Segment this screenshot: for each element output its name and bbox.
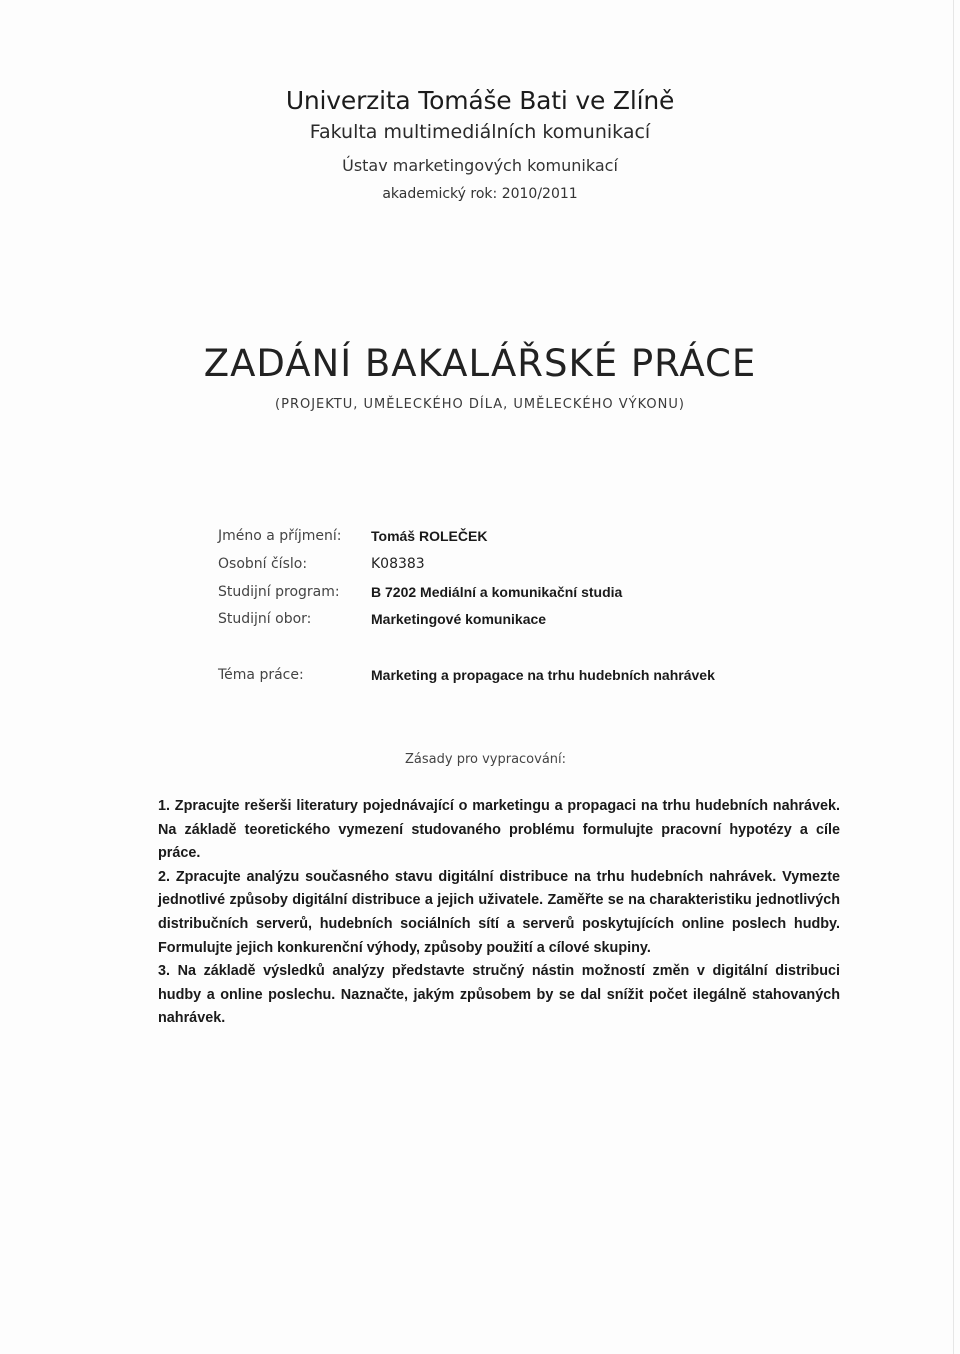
guidelines-list [158, 795, 840, 1031]
info-row-name [0, 528, 960, 550]
topic-value: Marketing a propagace na trhu hudebních nahrávek [371, 667, 715, 683]
info-row-program [0, 584, 960, 606]
program-value: B 7202 Mediální a komunikační studia [371, 584, 623, 600]
institute-name: Ústav marketingových komunikací [342, 156, 618, 175]
field-value: Marketingové komunikace [371, 611, 547, 627]
program-label: Studijní program: [218, 584, 340, 600]
id-value: K08383 [371, 556, 425, 572]
document-title: ZADÁNÍ BAKALÁŘSKÉ PRÁCE [203, 342, 757, 385]
academic-year: akademický rok: 2010/2011 [382, 186, 578, 202]
info-row-topic [0, 667, 960, 689]
id-label: Osobní číslo: [218, 556, 308, 572]
guideline-item-2: 2. Zpracujte analýzu současného stavu digitální distribuce na trhu hudebních nahrávek. Vymezte jednotlivé způsoby digitální distribuce a jejich uživatele. Zaměřte se na charakteristiku jednotlivých distribučních serverů, hudebních sociálních sítí a serverů poskytujících online poslech hudby. Formulujte jejich konkurenční výhody, způsoby použití a cílové skupiny. [158, 868, 840, 956]
faculty-name: Fakulta multimediálních komunikací [309, 121, 651, 143]
info-row-field [0, 611, 960, 633]
topic-label: Téma práce: [218, 667, 304, 683]
document-subtitle: (PROJEKTU, UMĚLECKÉHO DÍLA, UMĚLECKÉHO VÝKONU) [275, 397, 685, 412]
name-label: Jméno a příjmení: [218, 528, 342, 544]
info-row-id [0, 556, 960, 578]
guideline-item-1: 1. Zpracujte rešerši literatury pojednávající o marketingu a propagaci na trhu hudebních nahrávek. Na základě teoretického vymezení studovaného problému formulujte pracovní hypotézy a cíle práce. [158, 798, 840, 862]
university-name: Univerzita Tomáše Bati ve Zlíně [285, 86, 675, 115]
guideline-item-3: 3. Na základě výsledků analýzy představte stručný nástin možností změn v digitální distribuci hudby a online poslechu. Naznačte, jakým způsobem by se dal snížit počet ilegálně stahovaných nahrávek. [158, 963, 840, 1027]
name-value: Tomáš ROLEČEK [371, 528, 488, 544]
guidelines-heading: Zásady pro vypracování: [405, 752, 567, 767]
field-label: Studijní obor: [218, 611, 312, 627]
guidelines-heading-row [0, 752, 960, 767]
